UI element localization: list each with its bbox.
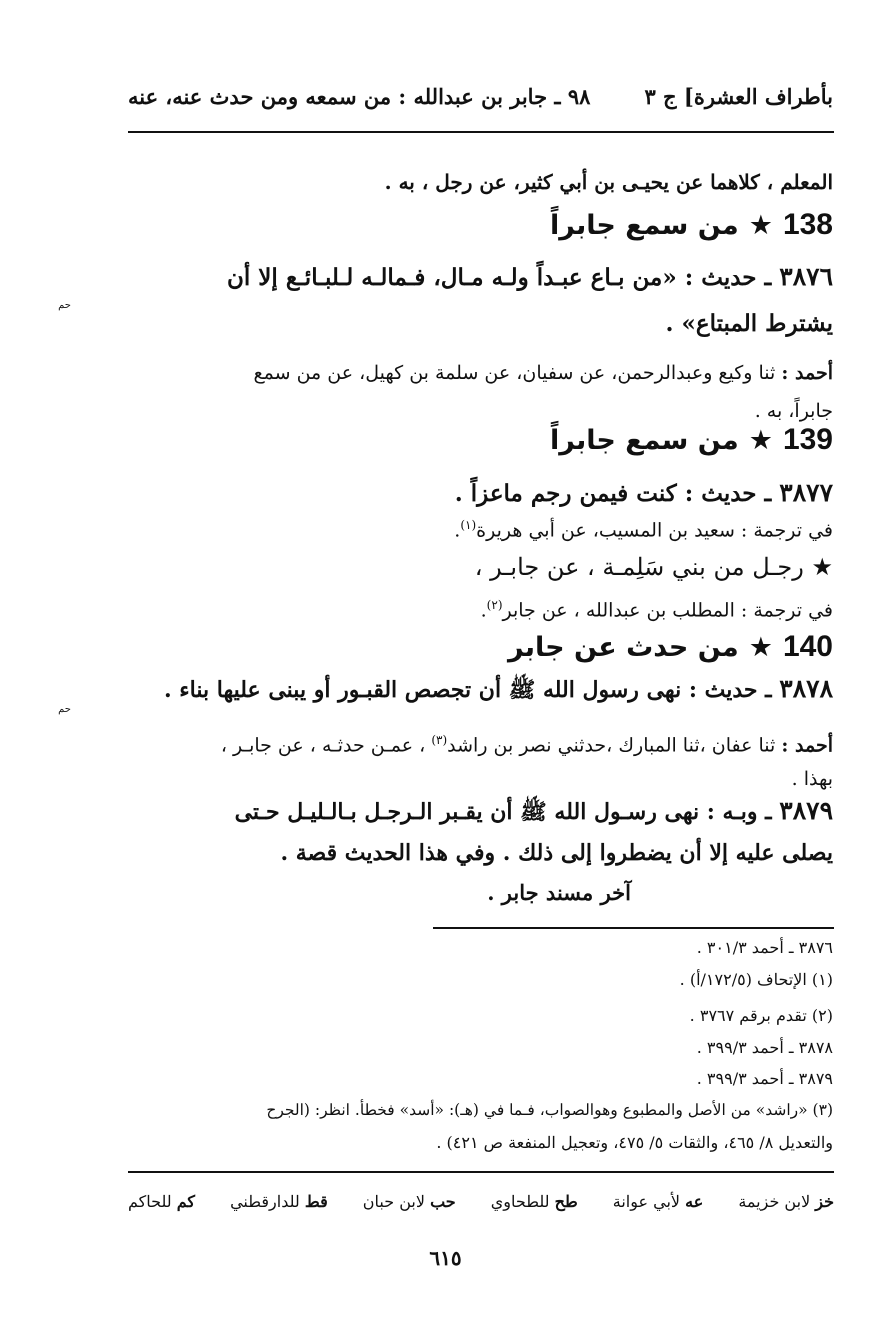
star-line-text: رجـل من بني سَلِمـة ، عن جابـر ، [474,553,804,581]
abbr-item [230,1192,328,1211]
header-book-title: بأطراف العشرة] ج ٣ [644,84,833,109]
abbr-item [128,1192,195,1211]
hadith-text: ـ حديث : «من بـاع عبـداً ولـه مـال، فـمالـه لـلبـائـع إلا أن [227,264,772,291]
source-label: أحمد : [781,734,833,757]
source-text: ثنا عفان ،ثنا المبارك ،حدثني نصر بن راشد [447,734,776,757]
source-mark: حم [58,704,71,715]
source-mark: حم [58,300,71,311]
hadith-3877-translation-2 [481,598,833,621]
abbreviations-key [128,1192,834,1211]
footnote-2: (١) الإتحاف (١٧٢/٥/أ) . [679,970,833,989]
hadith-3876-line2: يشترط المبتاع» . [665,310,833,337]
header-chapter-title: ٩٨ ـ جابر بن عبدالله : من سمعه ومن حدث عنه، عنه [128,84,591,109]
section-heading-140 [508,630,833,664]
hadith-text: ـ حديث : كنت فيمن رجم ماعزاً . [454,480,772,507]
abbr-label: لابن خزيمة [738,1192,811,1211]
section-heading-139 [550,423,833,457]
abbr-item [613,1192,704,1211]
abbr-item [491,1192,578,1211]
star-icon: ★ [748,210,773,241]
source-label: أحمد : [781,362,833,384]
continuation-line: المعلم ، كلاهما عن يحيـى بن أبي كثير، عن رجل ، به . [384,170,833,194]
abbr-item [363,1192,456,1211]
hadith-number: ٣٨٧٨ [779,674,833,703]
hadith-number: ٣٨٧٩ [779,796,833,825]
abbr-key: خز [815,1192,834,1211]
footnote-3: (٢) تقدم برقم ٣٧٦٧ . [689,1006,833,1025]
abbr-label: لأبي عوانة [612,1192,681,1211]
footnote-ref: (٢) [486,598,503,612]
section-title: من حدث عن جابر [508,632,739,663]
section-title: من سمع جابراً [550,425,739,456]
footnote-6-line1: (٣) «راشد» من الأصل والمطبوع وهوالصواب، فـما في (هـ): «أسد» فخطأ. انظر: (الجرح [266,1101,833,1119]
translation-text: في ترجمة : المطلب بن عبدالله ، عن جابر [502,599,833,622]
abbr-label: للحاكم [128,1192,172,1211]
hadith-3878-source-line1 [221,733,833,756]
translation-end: . [480,599,487,622]
star-icon: ★ [748,425,773,456]
abbreviations-rule [128,1171,834,1173]
section-number: 138 [782,208,833,241]
section-number: 140 [782,630,833,663]
hadith-3878-line1 [164,674,833,708]
page-number: ٦١٥ [429,1246,462,1270]
footnote-ref: (٣) [431,733,448,747]
source-text: ثنا وكيع وعبدالرحمن، عن سفيان، عن سلمة بن كهيل، عن من سمع [253,362,776,384]
hadith-3877-translation-1 [454,518,833,541]
hadith-3876-line1 [227,262,833,291]
translation-text: في ترجمة : سعيد بن المسيب، عن أبي هريرة [476,519,833,542]
footnote-rule [433,927,834,929]
hadith-text: ـ حديث : نهى رسول الله ﷺ أن تجصص القبـور أو يبنى عليها بناء . [163,677,772,703]
hadith-3877-line1 [455,478,833,507]
hadith-3876-source-line2: جابراً، به . [754,400,833,422]
section-title: من سمع جابراً [550,210,739,241]
abbr-item [738,1192,834,1211]
section-number: 139 [782,423,833,456]
translation-end: . [454,519,461,542]
section-heading-138 [550,208,833,242]
star-icon: ★ [811,553,833,581]
hadith-number: ٣٨٧٧ [779,478,833,507]
hadith-3878-source-line2: بهذا . [791,768,833,790]
abbr-label: للدارقطني [230,1192,300,1211]
hadith-3879-line2: يصلى عليه إلا أن يضطروا إلى ذلك . وفي هذا الحديث قصة . [280,840,833,866]
abbr-key: طح [554,1192,578,1211]
footnote-ref: (١) [460,518,477,532]
star-icon: ★ [748,632,773,663]
closing-line: آخر مسند جابر . [487,880,631,905]
footnote-1: ٣٨٧٦ ـ أحمد ٣٠١/٣ . [696,938,833,957]
hadith-3876-source-line1 [254,362,833,384]
abbr-label: لابن حبان [362,1192,425,1211]
hadith-3879-line1 [235,796,833,830]
hadith-text: ـ وبـه : نهى رسـول الله ﷺ أن يقـبر الـرجـل بـالـليـل حـتى [234,799,772,825]
footnote-6-line2: والتعديل ٨/ ٤٦٥، والثقات ٥/ ٤٧٥، وتعجيل المنفعة ص ٤٢١) . [436,1133,833,1152]
abbr-key: حب [430,1192,456,1211]
footnote-5: ٣٨٧٩ ـ أحمد ٣٩٩/٣ . [696,1069,833,1088]
abbr-label: للطحاوي [490,1192,550,1211]
source-text-cont: ، عمـن حدثـه ، عن جابـر ، [220,734,426,757]
abbr-key: كم [176,1192,196,1211]
header-rule [128,131,834,133]
abbr-key: عه [685,1192,704,1211]
hadith-number: ٣٨٧٦ [779,262,833,291]
abbr-key: قط [304,1192,328,1211]
footnote-4: ٣٨٧٨ ـ أحمد ٣٩٩/٣ . [696,1038,833,1057]
hadith-3877-star-line [475,553,833,581]
